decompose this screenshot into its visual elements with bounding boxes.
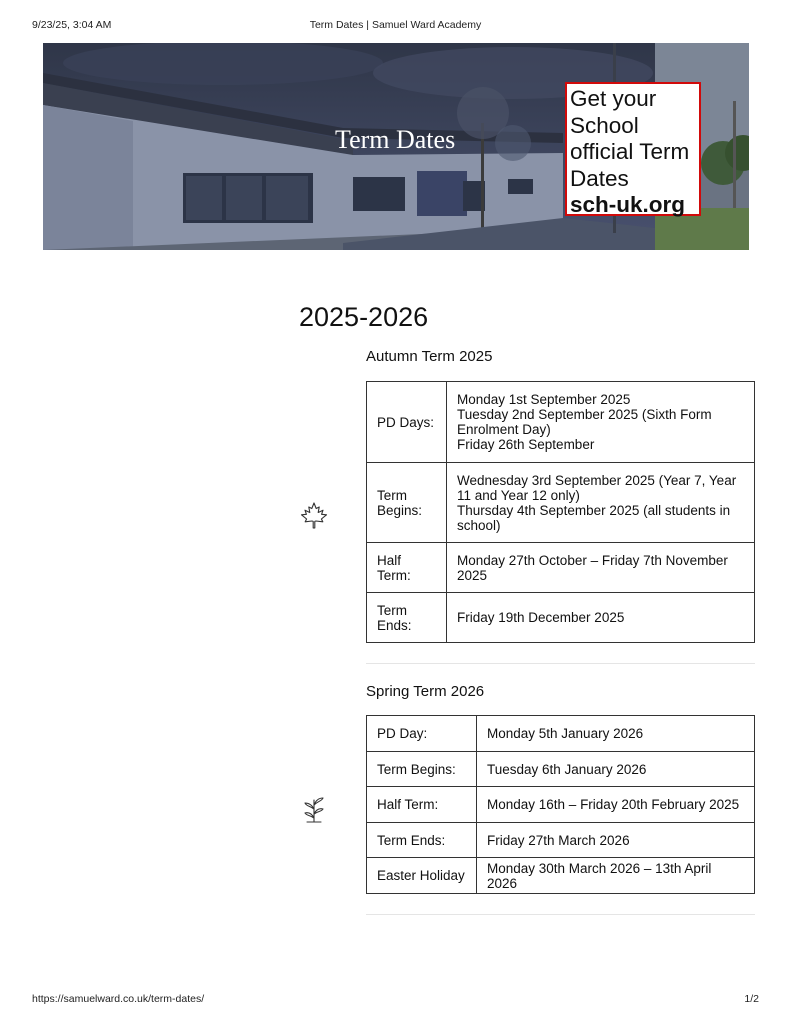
- table-row: [367, 787, 755, 823]
- row-value: [447, 382, 755, 463]
- section-divider: [366, 914, 755, 915]
- table-row: [367, 543, 755, 593]
- ad-line: Get your: [570, 86, 657, 111]
- ad-line: School: [570, 112, 639, 138]
- print-url: https://samuelward.co.uk/term-dates/: [32, 993, 205, 1005]
- row-value: [447, 463, 755, 543]
- row-value-line: Friday 19th December 2025: [457, 610, 625, 625]
- term-title-autumn: Autumn Term 2025: [366, 348, 493, 365]
- print-header: [32, 19, 759, 33]
- row-label: PD Days:: [367, 382, 447, 463]
- row-value-line: Monday 5th January 2026: [487, 726, 644, 741]
- print-timestamp: 9/23/25, 3:04 AM: [32, 19, 112, 31]
- ad-text: [570, 86, 699, 192]
- table-row: [367, 823, 755, 858]
- term-title-spring: Spring Term 2026: [366, 683, 485, 700]
- row-value: [477, 752, 755, 787]
- table-row: [367, 716, 755, 752]
- row-value-line: Thursday 4th September 2025 (all students in school): [457, 502, 731, 533]
- section-divider: [366, 663, 755, 664]
- row-value: [477, 716, 755, 752]
- hero-title: Term Dates: [335, 125, 456, 154]
- row-value: [447, 593, 755, 643]
- row-value-line: Monday 16th – Friday 20th February 2025: [487, 797, 740, 812]
- row-value: [447, 543, 755, 593]
- sprout-icon: [301, 794, 327, 824]
- ad-line: Dates: [570, 165, 629, 191]
- row-label: Half Term:: [367, 543, 447, 593]
- row-label: PD Day:: [367, 716, 477, 752]
- row-label: Term Ends:: [367, 593, 447, 643]
- row-label: Term Begins:: [367, 752, 477, 787]
- row-label: Term Ends:: [367, 823, 477, 858]
- row-value: [477, 858, 755, 894]
- table-row: [367, 752, 755, 787]
- term-dates-ad-box[interactable]: [565, 82, 701, 216]
- row-value-line: Tuesday 2nd September 2025 (Sixth Form Enrolment Day): [457, 407, 712, 437]
- row-value-line: Wednesday 3rd September 2025 (Year 7, Year 11 and Year 12 only): [457, 472, 737, 503]
- print-footer: [32, 993, 759, 1007]
- maple-leaf-icon: [299, 501, 329, 531]
- row-value-line: Friday 26th September: [457, 437, 595, 452]
- row-value-line: Monday 30th March 2026 – 13th April 2026: [487, 860, 712, 891]
- print-page-title: Term Dates | Samuel Ward Academy: [309, 19, 482, 31]
- row-value-line: Tuesday 6th January 2026: [487, 761, 647, 777]
- row-value-line: Monday 27th October – Friday 7th November 2025: [457, 552, 728, 583]
- print-page-number: 1/2: [744, 993, 759, 1005]
- row-value-line: Friday 27th March 2026: [487, 832, 630, 848]
- table-row: [367, 593, 755, 643]
- autumn-term-table: [366, 381, 755, 643]
- hero-banner: [43, 43, 749, 250]
- table-row: [367, 858, 755, 894]
- spring-term-table: [366, 715, 755, 894]
- row-value: [477, 823, 755, 858]
- table-row: [367, 463, 755, 543]
- table-row: [367, 382, 755, 463]
- row-label: Easter Holiday: [367, 858, 477, 894]
- row-label: Term Begins:: [367, 463, 447, 543]
- row-value: [477, 787, 755, 823]
- row-value-line: Monday 1st September 2025: [457, 392, 631, 407]
- ad-domain-link[interactable]: sch-uk.org: [570, 192, 686, 217]
- ad-line: official Term: [570, 139, 690, 164]
- year-heading: 2025-2026: [299, 302, 429, 332]
- row-label: Half Term:: [367, 787, 477, 823]
